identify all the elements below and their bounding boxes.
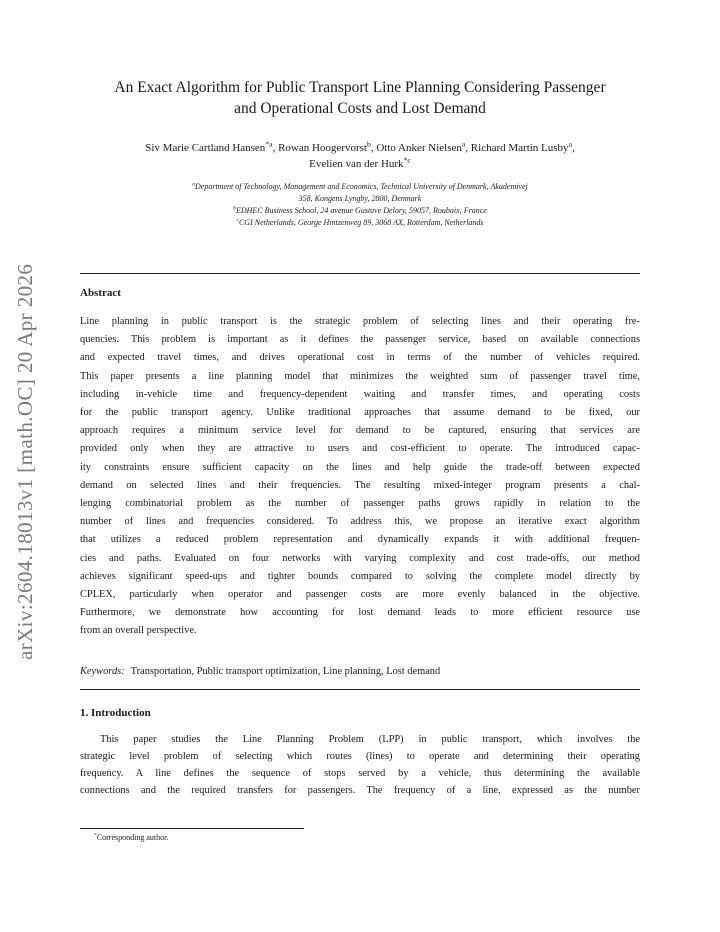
author-affiliation-mark: a — [568, 139, 572, 149]
author-line-1 — [80, 140, 640, 156]
keywords-text: Transportation, Public transport optimization, Line planning, Lost demand — [130, 666, 441, 677]
abstract-line: CPLEX, particularly when operator and passenger costs are more evenly balanced in the objective. — [80, 589, 640, 601]
abstract-line: that utilizes a reduced problem representation and dynamically expands it with additional frequen- — [80, 534, 640, 546]
author-separator: , — [370, 142, 377, 154]
body-line: strategic level problem of selecting which routes (lines) to operate and determining their operating — [80, 751, 640, 762]
title-line-1: An Exact Algorithm for Public Transport Line Planning Considering Passenger — [114, 79, 606, 96]
affiliation-b — [80, 205, 640, 217]
abstract-line: including in-vehicle time and frequency-dependent waiting and transfer times, and operating costs — [80, 388, 640, 400]
keywords — [80, 664, 640, 680]
abstract-line: from an overall perspective. — [80, 625, 197, 637]
affiliation-text: EDHEC Business School, 24 avenue Gustave Delory, 59057, Roubaix, France — [235, 206, 487, 215]
arxiv-identifier-stamp: arXiv:2604.18013v1 [math.OC] 20 Apr 2026 — [13, 263, 37, 660]
abstract-line: approach requires a minimum service level for demand to be captured, ensuring that services are — [80, 425, 640, 437]
abstract-line: Line planning in public transport is the strategic problem of selecting lines and their operating fre- — [80, 316, 640, 327]
affiliation-a — [80, 181, 640, 193]
section-heading-introduction: 1. Introduction — [80, 707, 151, 719]
affiliation-c — [80, 217, 640, 229]
abstract-line: and expected travel times, and drives operational cost in terms of the number of vehicles required. — [80, 352, 640, 364]
author-line-2 — [80, 156, 640, 172]
footnote-text: Corresponding author. — [96, 833, 169, 842]
affiliation-mark: c — [236, 217, 239, 224]
author-name: Rowan Hoogervorst — [278, 142, 367, 154]
abstract-line: ity constraints ensure sufficient capacity on the lines and help guide the trade-off between expected — [80, 461, 640, 473]
author-name: Evelien van der Hurk — [309, 158, 404, 170]
abstract-line: provided only when they are attractive to users and cost-efficient to operate. The introduced capac- — [80, 443, 640, 455]
author-name: Otto Anker Nielsen — [376, 142, 462, 154]
body-line: frequency. A line defines the sequence of stops served by a vehicle, thus determining the available — [80, 768, 640, 779]
abstract-line: This paper presents a line planning model that minimizes the weighted sum of passenger travel time, — [80, 370, 640, 382]
author-affiliation-mark: *c — [403, 155, 411, 165]
affiliation-mark: b — [233, 205, 236, 212]
body-line: connections and the required transfers for passengers. The frequency of a line, expressed as the number — [80, 785, 640, 796]
introduction-body — [80, 731, 640, 799]
footnote-mark: * — [94, 832, 97, 839]
author-list — [80, 140, 640, 172]
author-separator: , — [571, 142, 575, 154]
abstract-line: for the public transport agency. Unlike traditional approaches that assume demand to be fixed, our — [80, 407, 640, 419]
abstract-body — [80, 313, 640, 641]
affiliation-text: Department of Technology, Management and Economics, Technical University of Denmark, Akademivej — [195, 182, 528, 191]
abstract-line: number of lines and frequencies considered. To address this, we propose an iterative exact algorithm — [80, 516, 640, 528]
keywords-label: Keywords: — [80, 666, 125, 677]
paper-title — [80, 77, 640, 119]
footnote — [94, 833, 168, 843]
author-name: Siv Marie Cartland Hansen — [145, 142, 266, 154]
author-affiliation-mark: *a — [265, 139, 273, 149]
author-affiliation-mark: a — [461, 139, 466, 149]
affiliation-mark: a — [192, 181, 196, 188]
title-line-2: and Operational Costs and Lost Demand — [234, 100, 486, 117]
author-separator: , — [272, 142, 279, 154]
author-name: Richard Martin Lusby — [470, 142, 569, 154]
abstract-line: quencies. This problem is important as it defines the passenger service, based on available connections — [80, 334, 640, 346]
affiliation-a-continued: 358, Kongens Lyngby, 2800, Denmark — [298, 194, 422, 203]
author-affiliation-mark: b — [366, 139, 371, 149]
abstract-line: demand on selected lines and their frequencies. The resulting mixed-integer program presents a chal- — [80, 479, 640, 491]
abstract-line: achieves significant speed-ups and tighter bounds compared to solving the complete model directly by — [80, 570, 640, 582]
abstract-top-rule — [80, 273, 640, 274]
affiliation-text: CGI Netherlands, George Hintzenweg 89, 3068 AX, Rotterdam, Netherlands — [238, 218, 484, 227]
author-separator: , — [465, 142, 471, 154]
abstract-bottom-rule — [80, 689, 640, 690]
abstract-line: Furthermore, we demonstrate how accounting for lost demand leads to more efficient resource use — [80, 607, 640, 619]
abstract-line: lenging combinatorial problem as the number of passenger paths grows rapidly in relation to the — [80, 498, 640, 510]
abstract-line: cies and paths. Evaluated on four networks with varying complexity and cost trade-offs, our method — [80, 552, 640, 564]
abstract-heading: Abstract — [80, 287, 121, 299]
body-line: This paper studies the Line Planning Problem (LPP) in public transport, which involves the — [100, 734, 640, 745]
affiliations — [80, 181, 640, 229]
footnote-rule — [80, 828, 304, 829]
